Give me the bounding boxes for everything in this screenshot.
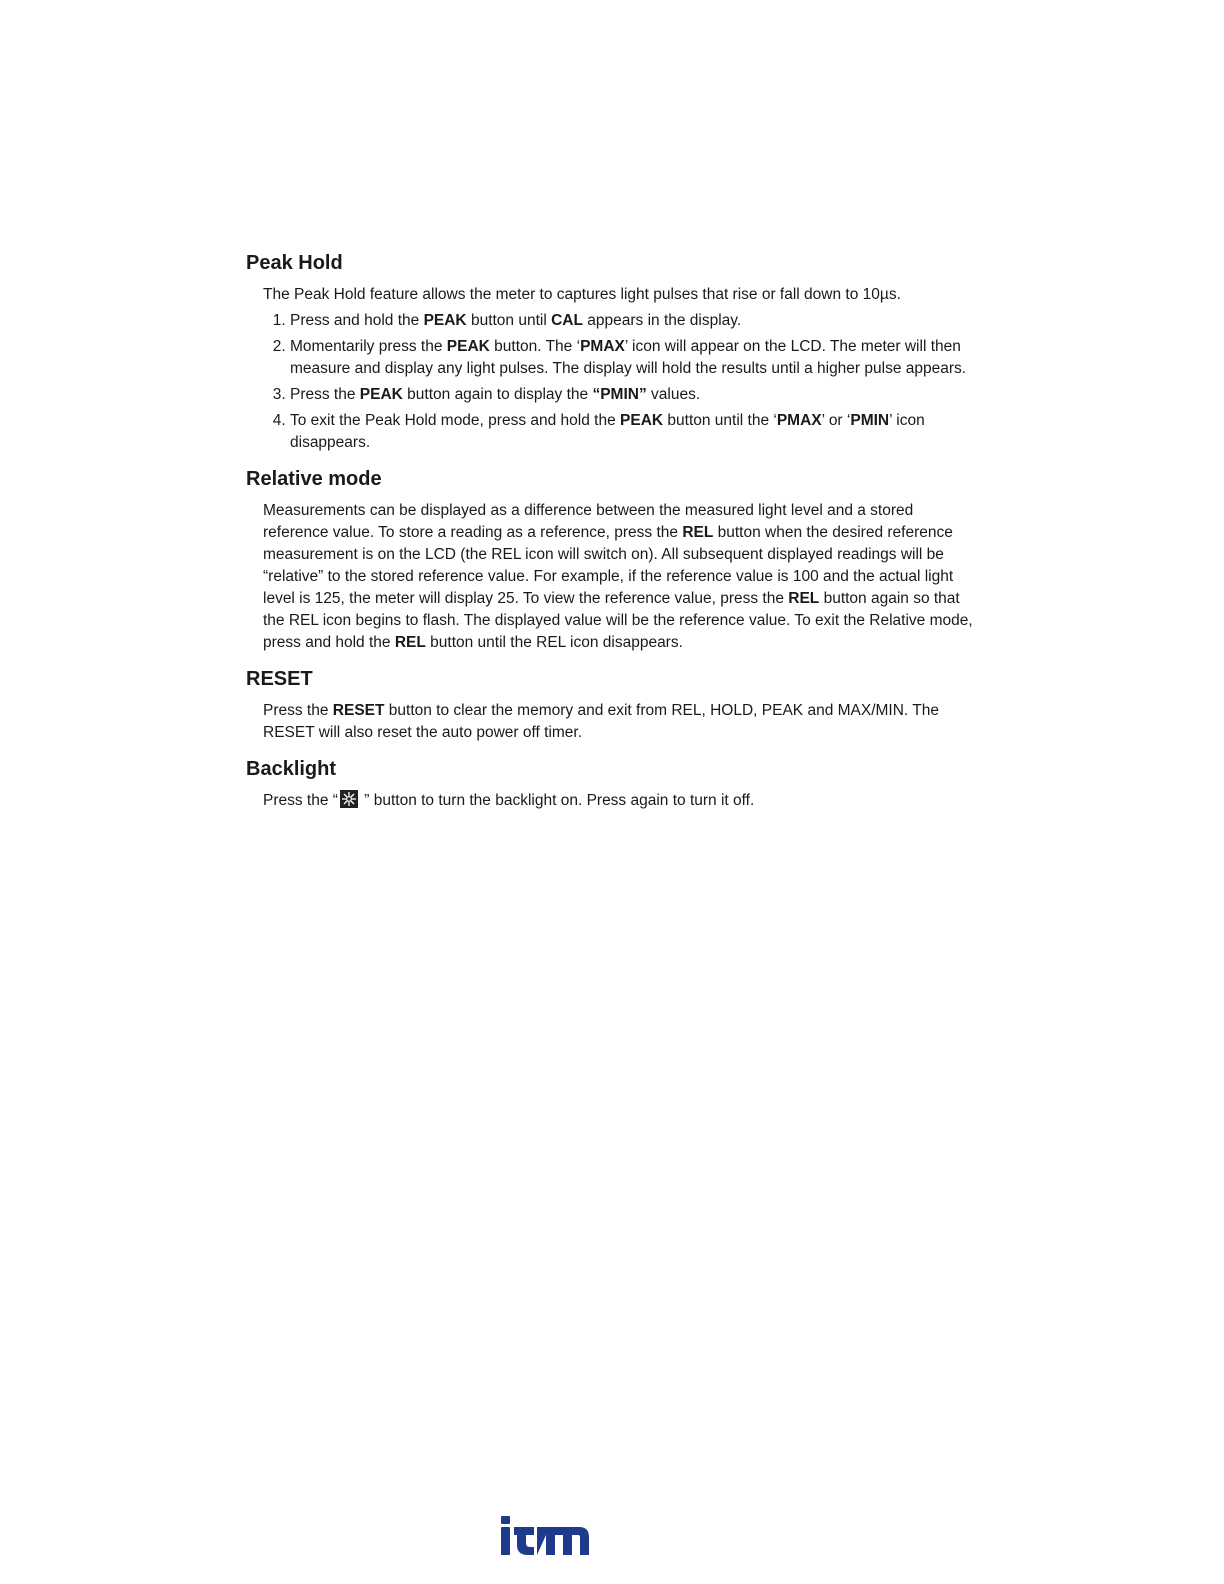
bold-term: CAL — [551, 312, 583, 329]
bold-term: PEAK — [446, 338, 490, 355]
backlight-heading: Backlight — [246, 758, 337, 780]
text-run: button until the ‘ — [663, 412, 777, 429]
itm-logo — [499, 1513, 591, 1557]
text-run: appears in the display. — [582, 312, 742, 329]
peak-hold-step — [290, 336, 976, 380]
peak-hold-section — [246, 250, 976, 454]
backlight-icon — [340, 790, 358, 808]
backlight-text-after: ” button to turn the backlight on. Press again to turn it off. — [359, 792, 755, 809]
bold-term: PMAX — [776, 412, 822, 429]
text-run: Measurements can be displayed as a difference between the measured light level and a stored reference value. To store a reading as a reference, press the — [263, 502, 914, 541]
text-run: ’ icon disappears. — [290, 412, 925, 451]
bold-term: “PMIN” — [592, 386, 647, 403]
text-run: Press and hold the — [290, 312, 424, 329]
text-run: button again so that the REL icon begins to flash. The displayed value will be the reference value. To exit the Relative mode, press and hold the — [263, 590, 973, 651]
bold-term: PMIN — [850, 412, 890, 429]
text-run: button until the REL icon disappears. — [425, 634, 683, 651]
text-run: ’ or ‘ — [821, 412, 851, 429]
peak-hold-heading: Peak Hold — [246, 252, 343, 274]
reset-body — [263, 700, 976, 744]
text-run: To exit the Peak Hold mode, press and hold the — [290, 412, 621, 429]
backlight-body — [263, 790, 976, 812]
text-run: button again to display the — [402, 386, 593, 403]
reset-section — [246, 666, 976, 744]
bold-term: PMAX — [580, 338, 625, 355]
text-run: Press the — [263, 702, 333, 719]
bold-term: PEAK — [620, 412, 664, 429]
peak-hold-intro: The Peak Hold feature allows the meter to captures light pulses that rise or fall down to 10µs. — [263, 286, 901, 303]
text-run: button. The ‘ — [489, 338, 581, 355]
text-run: ’ icon will appear on the LCD. The meter will then measure and display any light pulses. The display will hold the results until a higher pulse appears. — [290, 338, 967, 377]
peak-hold-steps — [246, 310, 976, 454]
relative-mode-section — [246, 466, 976, 654]
reset-heading: RESET — [246, 668, 313, 690]
peak-hold-step — [290, 384, 976, 406]
text-run: button when the desired reference measurement is on the LCD (the REL icon will switch on). All subsequent displayed readings will be “relative” to the stored reference value. For example, if the reference value is 100 and the actual light level is 125, the meter will display 25. To view the reference value, press the — [263, 524, 954, 607]
text-run: Press the — [290, 386, 360, 403]
backlight-text-before: Press the “ — [263, 792, 338, 809]
backlight-section — [246, 756, 976, 812]
bold-term: PEAK — [423, 312, 467, 329]
bold-term: REL — [788, 590, 820, 607]
text-run: values. — [646, 386, 701, 403]
text-run: button to clear the memory and exit from REL, HOLD, PEAK and MAX/MIN. The RESET will also reset the auto power off timer. — [263, 702, 939, 741]
text-run: button until — [466, 312, 552, 329]
manual-content — [246, 250, 976, 824]
text-run: Momentarily press the — [290, 338, 447, 355]
bold-term: REL — [682, 524, 714, 541]
relative-mode-heading: Relative mode — [246, 468, 382, 490]
peak-hold-step — [290, 410, 976, 454]
bold-term: REL — [394, 634, 426, 651]
peak-hold-step — [290, 310, 976, 332]
bold-term: PEAK — [359, 386, 403, 403]
relative-mode-body — [263, 500, 976, 654]
bold-term: RESET — [332, 702, 385, 719]
